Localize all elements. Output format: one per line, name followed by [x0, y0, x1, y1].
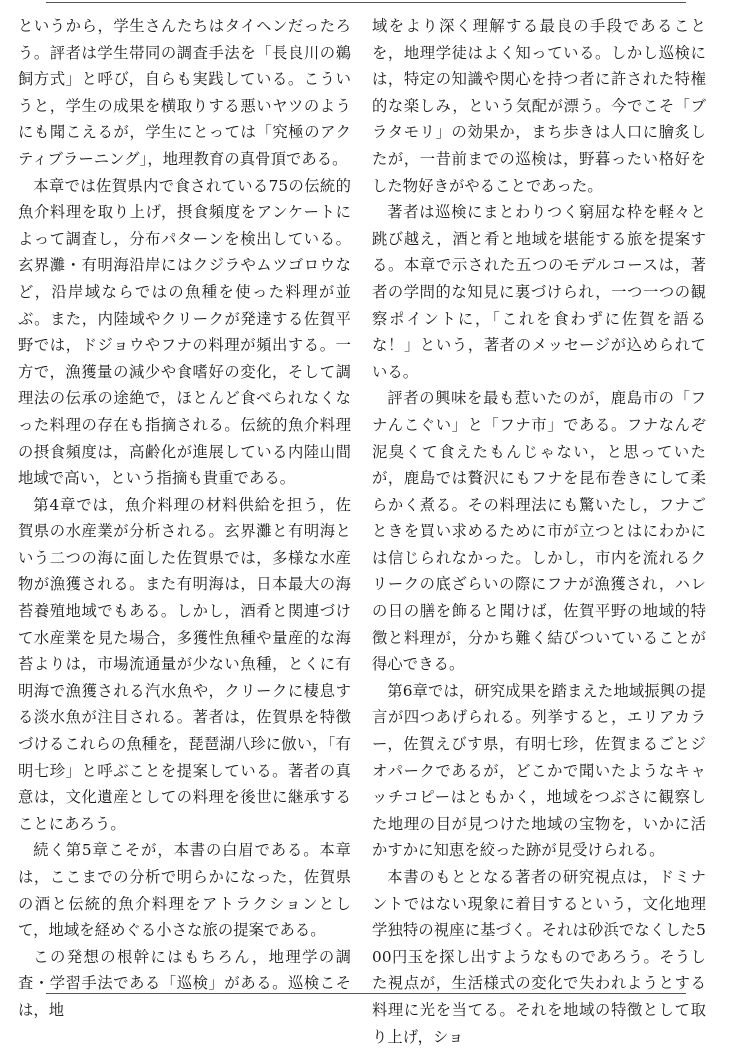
paragraph: この発想の根幹にはもちろん，地理学の調査・学習手法である「巡検」がある。巡検こそは，地 — [18, 947, 351, 1019]
paragraph: 本章では佐賀県内で食されている75の伝統的魚介料理を取り上げ，摂食頻度をアンケートによって調査し，分布パターンを検出している。玄界灘・有明海沿岸にはクジラやムツゴロウなど，沿岸域ならではの魚種を使った料理が並ぶ。また，内陸域やクリークが発達する佐賀平野では，ドジョウやフナの料理が頻出する。一方で，漁獲量の減少や食嗜好の変化，そして調理法の伝承の途絶で，ほとんど食べられなくなった料理の存在も指摘される。伝統的魚介料理の摂食頻度は，高齢化が進展している内陸山間地域で高い，という指摘も貴重である。 — [18, 176, 351, 488]
left-column — [18, 13, 351, 1019]
paragraph: というから，学生さんたちはタイヘンだったろう。評者は学生帯同の調査手法を「長良川の鵜飼方式」と呼び，自らも実践している。こういうと，学生の成果を横取りする悪いヤツのようにも聞こえるが，学生にとっては「究極のアクティブラーニング」，地理教育の真骨頂である。 — [18, 17, 351, 168]
paragraph: 著者は巡検にまとわりつく窮屈な枠を軽々と跳び越え，酒と肴と地域を堪能する旅を提案する。本章で示された五つのモデルコースは，著者の学問的な知見に裏づけられ，一つ一つの観察ポイントに，「これを食わずに佐賀を語るな！」という，著者のメッセージが込められている。 — [372, 203, 706, 381]
paragraph: 域をより深く理解する最良の手段であることを，地理学徒はよく知っている。しかし巡検には，特定の知識や関心を持つ者に許された特権的な楽しみ，という気配が漂う。今でこそ「ブラタモリ」の効果か，まち歩きは人口に膾炙したが，一昔前までの巡検は，野暮ったい格好をした物好きがやることであった。 — [372, 17, 706, 195]
paragraph: 本書のもととなる著者の研究視点は，ドミナントではない現象に着目するという，文化地理学独特の視座に基づく。それは砂浜でなくした500円玉を探し出すようなものであろう。そうした視点が，生活様式の変化で失われようとする料理に光を当てる。それを地域の特徴として取り上げ，ショ — [372, 868, 706, 1046]
right-column — [372, 13, 706, 1046]
paragraph: 続く第5章こそが，本書の白眉である。本章は，ここまでの分析で明らかになった，佐賀県の酒と伝統的魚介料理をアトラクションとして，地域を経めぐる小さな旅の提案である。 — [18, 841, 351, 940]
bottom-rule — [46, 993, 686, 994]
paragraph: 第6章では，研究成果を踏まえた地域振興の提言が四つあげられる。列挙すると，エリアカラー，佐賀えびす県，有明七珍，佐賀まるごとジオパークであるが，どこかで聞いたようなキャッチコピーはともかく，地域をつぶさに観察した地理の目が見つけた地域の宝物を，いかに活かすかに知恵を絞った跡が見受けられる。 — [372, 681, 706, 860]
paragraph: 評者の興味を最も惹いたのが，鹿島市の「フナんこぐい」と「フナ市」である。フナなんぞ泥臭くて食えたもんじゃない，と思っていたが，鹿島では贅沢にもフナを昆布巻きにして柔らかく煮る。その料理法にも驚いたし，フナごときを買い求めるために市が立つとはにわかには信じられなかった。しかし，市内を流れるクリークの底ざらいの際にフナが漁獲され，ハレの日の膳を飾ると聞けば，佐賀平野の地域的特徴と料理が，分かち難く結びついていることが得心できる。 — [372, 389, 706, 674]
paragraph: 第4章では，魚介料理の材料供給を担う，佐賀県の水産業が分析される。玄界灘と有明海という二つの海に面した佐賀県では，多様な水産物が漁獲される。また有明海は，日本最大の海苔養殖地域でもある。しかし，酒肴と関連づけて水産業を見た場合，多獲性魚種や量産的な海苔よりは，市場流通量が少ない魚種，とくに有明海で漁獲される汽水魚や，クリークに棲息する淡水魚が注目される。著者は，佐賀県を特徴づけるこれらの魚種を，琵琶湖八珍に倣い，「有明七珍」と呼ぶことを提案している。著者の真意は，文化遺産としての料理を後世に継承することにあろう。 — [18, 495, 351, 833]
top-rule — [46, 2, 686, 3]
